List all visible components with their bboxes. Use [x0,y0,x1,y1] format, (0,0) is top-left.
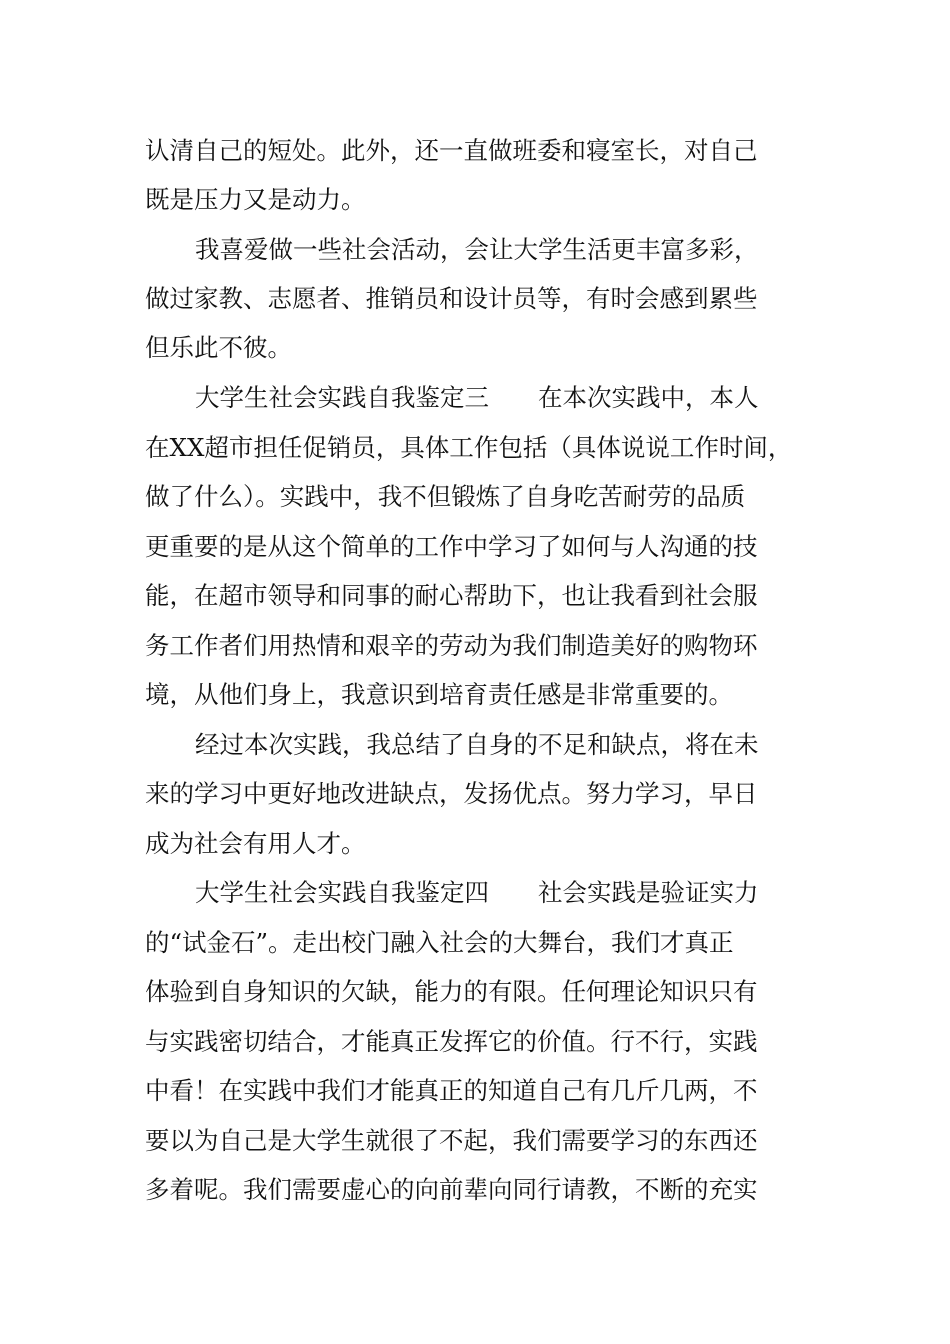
text-line: 来的学习中更好地改进缺点，发扬优点。努力学习，早日 [145,779,758,808]
text-line: 能，在超市领导和同事的耐心帮助下，也让我看到社会服 [145,581,758,610]
text-line: 认清自己的短处。此外，还一直做班委和寝室长，对自己 [145,136,758,165]
text-line: 大学生社会实践自我鉴定三 在本次实践中，本人 [195,383,759,412]
text-line: 中看！在实践中我们才能真正的知道自己有几斤几两，不 [145,1076,758,1105]
text-line: 但乐此不彼。 [145,333,292,362]
text-line: 大学生社会实践自我鉴定四 社会实践是验证实力 [195,878,759,907]
text-line: 务工作者们用热情和艰辛的劳动为我们制造美好的购物环 [145,631,758,660]
text-line: 体验到自身知识的欠缺，能力的有限。任何理论知识只有 [145,977,758,1006]
text-line: 做过家教、志愿者、推销员和设计员等，有时会感到累些 [145,284,758,313]
text-line: 我喜爱做一些社会活动，会让大学生活更丰富多彩， [195,235,759,264]
text-line: 的“试金石”。走出校门融入社会的大舞台，我们才真正 [145,928,734,957]
text-line: 多着呢。我们需要虚心的向前辈向同行请教，不断的充实 [145,1175,758,1204]
text-line: 要以为自己是大学生就很了不起，我们需要学习的东西还 [145,1126,758,1155]
text-line: 与实践密切结合，才能真正发挥它的价值。行不行，实践 [145,1027,758,1056]
text-line: 更重要的是从这个简单的工作中学习了如何与人沟通的技 [145,532,758,561]
text-line: 成为社会有用人才。 [145,829,366,858]
text-line: 经过本次实践，我总结了自身的不足和缺点，将在未 [195,730,759,759]
text-line: 做了什么）。实践中，我不但锻炼了自身吃苦耐劳的品质 [145,482,746,511]
text-line: 既是压力又是动力。 [145,185,366,214]
text-line: 在XX超市担任促销员，具体工作包括（具体说说工作时间， [145,433,793,462]
text-line: 境，从他们身上，我意识到培育责任感是非常重要的。 [145,680,733,709]
